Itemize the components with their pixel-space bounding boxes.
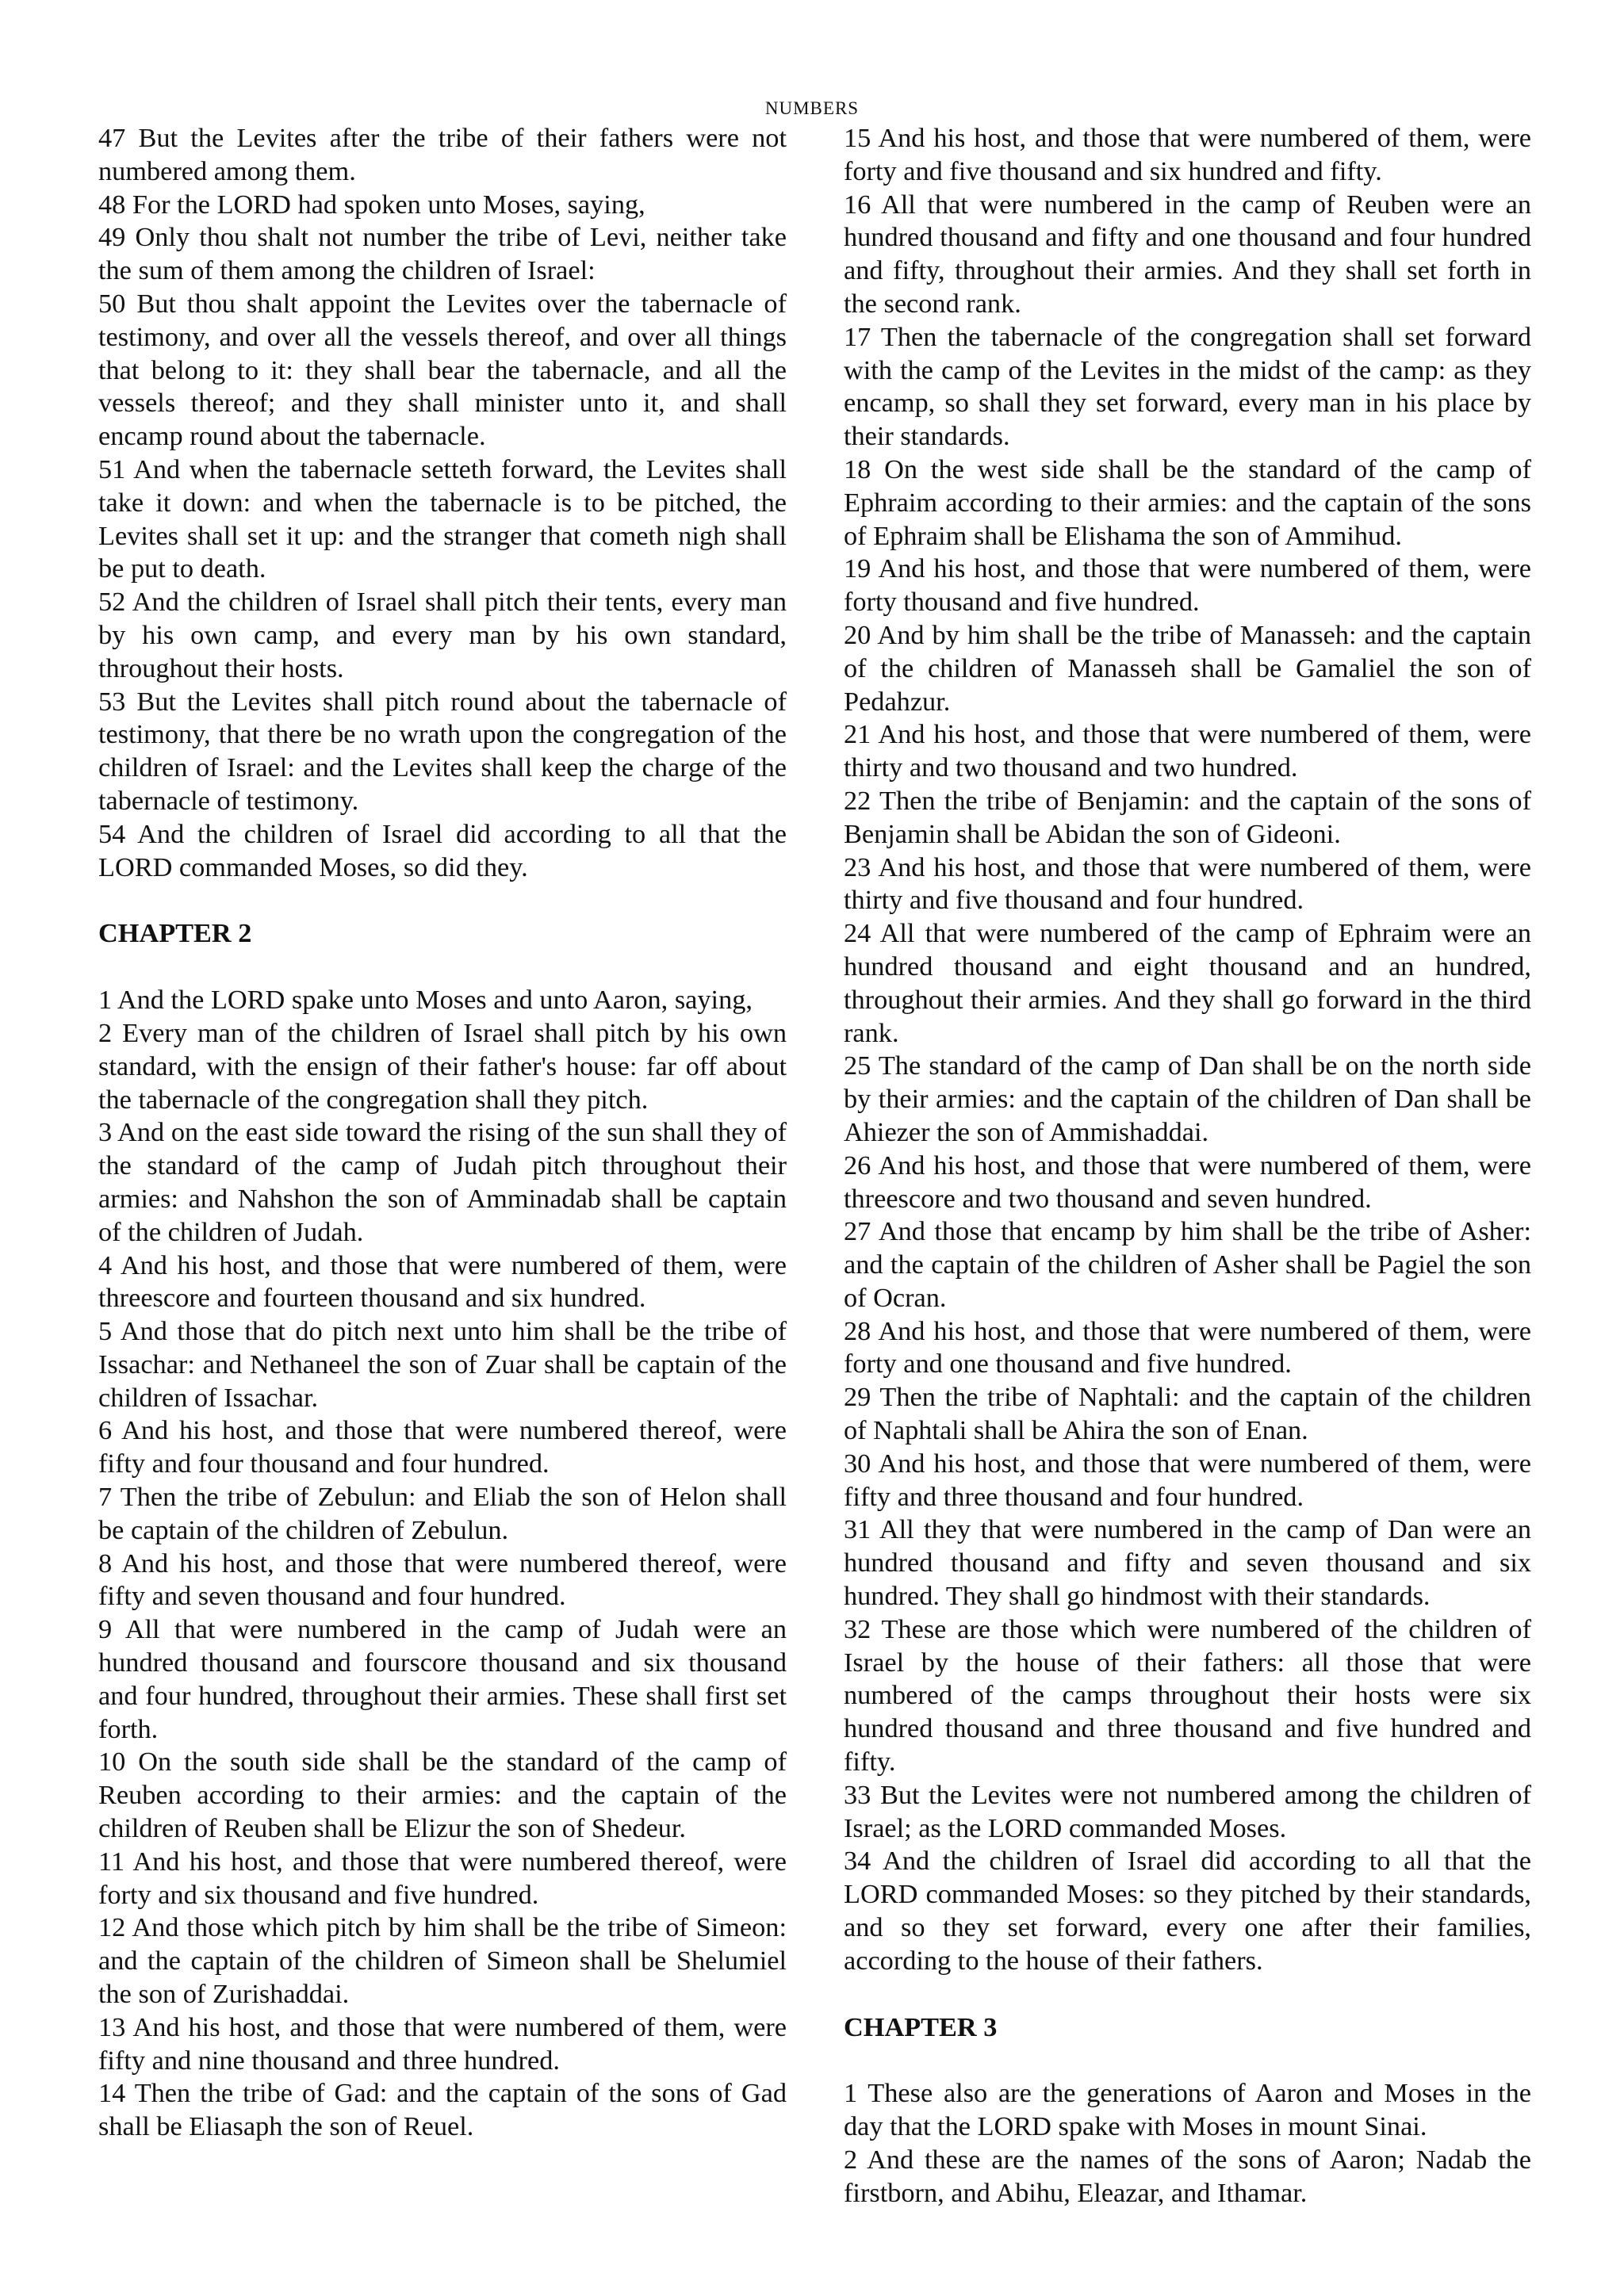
- verse: 2 And these are the names of the sons of Aaron; Nadab the firstborn, and Abihu, Eleazar, and Ithamar.: [844, 2145, 1531, 2208]
- chapter-heading: CHAPTER 2: [98, 918, 252, 949]
- verse: 11 And his host, and those that were numbered thereof, were forty and six thousand and five hundred.: [98, 1846, 787, 1910]
- verse: 33 But the Levites were not numbered among the children of Israel; as the LORD commanded Moses.: [844, 1779, 1531, 1843]
- verse: 26 And his host, and those that were numbered of them, were threescore and two thousand and seven hundred.: [844, 1150, 1531, 1214]
- verse: 4 And his host, and those that were numbered of them, were threescore and fourteen thousand and six hundred.: [98, 1249, 787, 1314]
- verse: 32 These are those which were numbered of the children of Israel by the house of their fathers: all those that were numbered of the camps throughout their hosts were six hundred thousand and three thousand and five hundred and fifty.: [844, 1613, 1531, 1777]
- verse: 25 The standard of the camp of Dan shall be on the north side by their armies: and the captain of the children of Dan shall be Ahiezer the son of Ammishaddai.: [844, 1050, 1531, 1147]
- verse: 30 And his host, and those that were numbered of them, were fifty and three thousand and four hundred.: [844, 1448, 1531, 1512]
- verse: 34 And the children of Israel did according to all that the LORD commanded Moses: so they pitched by their standards, and so they set forward, every one after their families, according to the house of their fathers.: [844, 1846, 1531, 1976]
- verse: 5 And those that do pitch next unto him shall be the tribe of Issachar: and Nethaneel the son of Zuar shall be captain of the children of Issachar.: [98, 1316, 787, 1413]
- right-column: [844, 122, 1531, 2210]
- verse: 24 All that were numbered of the camp of Ephraim were an hundred thousand and eight thousand and an hundred, throughout their armies. And they shall go forward in the third rank.: [844, 918, 1531, 1048]
- verse: 23 And his host, and those that were numbered of them, were thirty and five thousand and four hundred.: [844, 851, 1531, 916]
- verse: 1 And the LORD spake unto Moses and unto Aaron, saying,: [98, 985, 753, 1016]
- verse: 3 And on the east side toward the rising of the sun shall they of the standard of the camp of Judah pitch throughout their armies: and Nahshon the son of Amminadab shall be captain of the children of Judah.: [98, 1117, 787, 1247]
- running-head: NUMBERS: [764, 98, 860, 118]
- verse: 53 But the Levites shall pitch round about the tabernacle of testimony, that there be no wrath upon the congregation of the children of Israel: and the Levites shall keep the charge of the tabernacle of testimony.: [98, 686, 787, 816]
- verse: 52 And the children of Israel shall pitch their tents, every man by his own camp, and every man by his own standard, throughout their hosts.: [98, 587, 787, 683]
- verse: 29 Then the tribe of Naphtali: and the captain of the children of Naphtali shall be Ahira the son of Enan.: [844, 1382, 1531, 1446]
- verse: 17 Then the tabernacle of the congregation shall set forward with the camp of the Levites in the midst of the camp: as they encamp, so shall they set forward, every man in his place by their standards.: [844, 321, 1531, 452]
- verse: 47 But the Levites after the tribe of their fathers were not numbered among them.: [98, 123, 787, 186]
- verse: 31 All they that were numbered in the camp of Dan were an hundred thousand and fifty and seven thousand and six hundred. They shall go hindmost with their standards.: [844, 1514, 1531, 1612]
- verse: 21 And his host, and those that were numbered of them, were thirty and two thousand and two hundred.: [844, 719, 1531, 783]
- verse: 1 These also are the generations of Aaron and Moses in the day that the LORD spake with Moses in mount Sinai.: [844, 2078, 1531, 2142]
- verse: 15 And his host, and those that were numbered of them, were forty and five thousand and six hundred and fifty.: [844, 123, 1531, 186]
- verse: 10 On the south side shall be the standard of the camp of Reuben according to their armies: and the captain of the children of Reuben shall be Elizur the son of Shedeur.: [98, 1747, 787, 1844]
- verse: 2 Every man of the children of Israel shall pitch by his own standard, with the ensign of their father's house: far off about the tabernacle of the congregation shall they pitch.: [98, 1017, 787, 1115]
- verse: 13 And his host, and those that were numbered of them, were fifty and nine thousand and three hundred.: [98, 2011, 787, 2076]
- left-column: [98, 122, 787, 2144]
- verse: 49 Only thou shalt not number the tribe of Levi, neither take the sum of them among the children of Israel:: [98, 222, 787, 286]
- verse: 6 And his host, and those that were numbered thereof, were fifty and four thousand and four hundred.: [98, 1415, 787, 1479]
- verse: 9 All that were numbered in the camp of Judah were an hundred thousand and fourscore thousand and six thousand and four hundred, throughout their armies. These shall first set forth.: [98, 1614, 787, 1744]
- verse: 18 On the west side shall be the standard of the camp of Ephraim according to their armies: and the captain of the sons of Ephraim shall be Elishama the son of Ammihud.: [844, 453, 1531, 551]
- verse: 27 And those that encamp by him shall be the tribe of Asher: and the captain of the children of Asher shall be Pagiel the son of Ocran.: [844, 1216, 1531, 1313]
- verse: 19 And his host, and those that were numbered of them, were forty thousand and five hundred.: [844, 553, 1531, 618]
- verse: 50 But thou shalt appoint the Levites over the tabernacle of testimony, and over all the vessels thereof, and over all things that belong to it: they shall bear the tabernacle, and all the vessels thereof; and they shall minister unto it, and shall encamp round about the tabernacle.: [98, 288, 787, 452]
- verse: 20 And by him shall be the tribe of Manasseh: and the captain of the children of Manasseh shall be Gamaliel the son of Pedahzur.: [844, 619, 1531, 717]
- verse: 51 And when the tabernacle setteth forward, the Levites shall take it down: and when the tabernacle is to be pitched, the Levites shall set it up: and the stranger that cometh nigh shall be put to death.: [98, 453, 787, 584]
- verse: 8 And his host, and those that were numbered thereof, were fifty and seven thousand and four hundred.: [98, 1548, 787, 1612]
- verse: 22 Then the tribe of Benjamin: and the captain of the sons of Benjamin shall be Abidan the son of Gideoni.: [844, 785, 1531, 849]
- verse: 12 And those which pitch by him shall be the tribe of Simeon: and the captain of the children of Simeon shall be Shelumiel the son of Zurishaddai.: [98, 1912, 787, 2010]
- chapter-heading: CHAPTER 3: [844, 2011, 998, 2042]
- verse: 54 And the children of Israel did according to all that the LORD commanded Moses, so did they.: [98, 818, 787, 882]
- verse: 16 All that were numbered in the camp of Reuben were an hundred thousand and fifty and one thousand and four hundred and fifty, throughout their armies. And they shall set forth in the second rank.: [844, 189, 1531, 319]
- verse: 28 And his host, and those that were numbered of them, were forty and one thousand and five hundred.: [844, 1315, 1531, 1380]
- verse: 48 For the LORD had spoken unto Moses, saying,: [98, 189, 645, 220]
- verse: 14 Then the tribe of Gad: and the captain of the sons of Gad shall be Eliasaph the son of Reuel.: [98, 2078, 787, 2142]
- verse: 7 Then the tribe of Zebulun: and Eliab the son of Helon shall be captain of the children of Zebulun.: [98, 1482, 787, 1545]
